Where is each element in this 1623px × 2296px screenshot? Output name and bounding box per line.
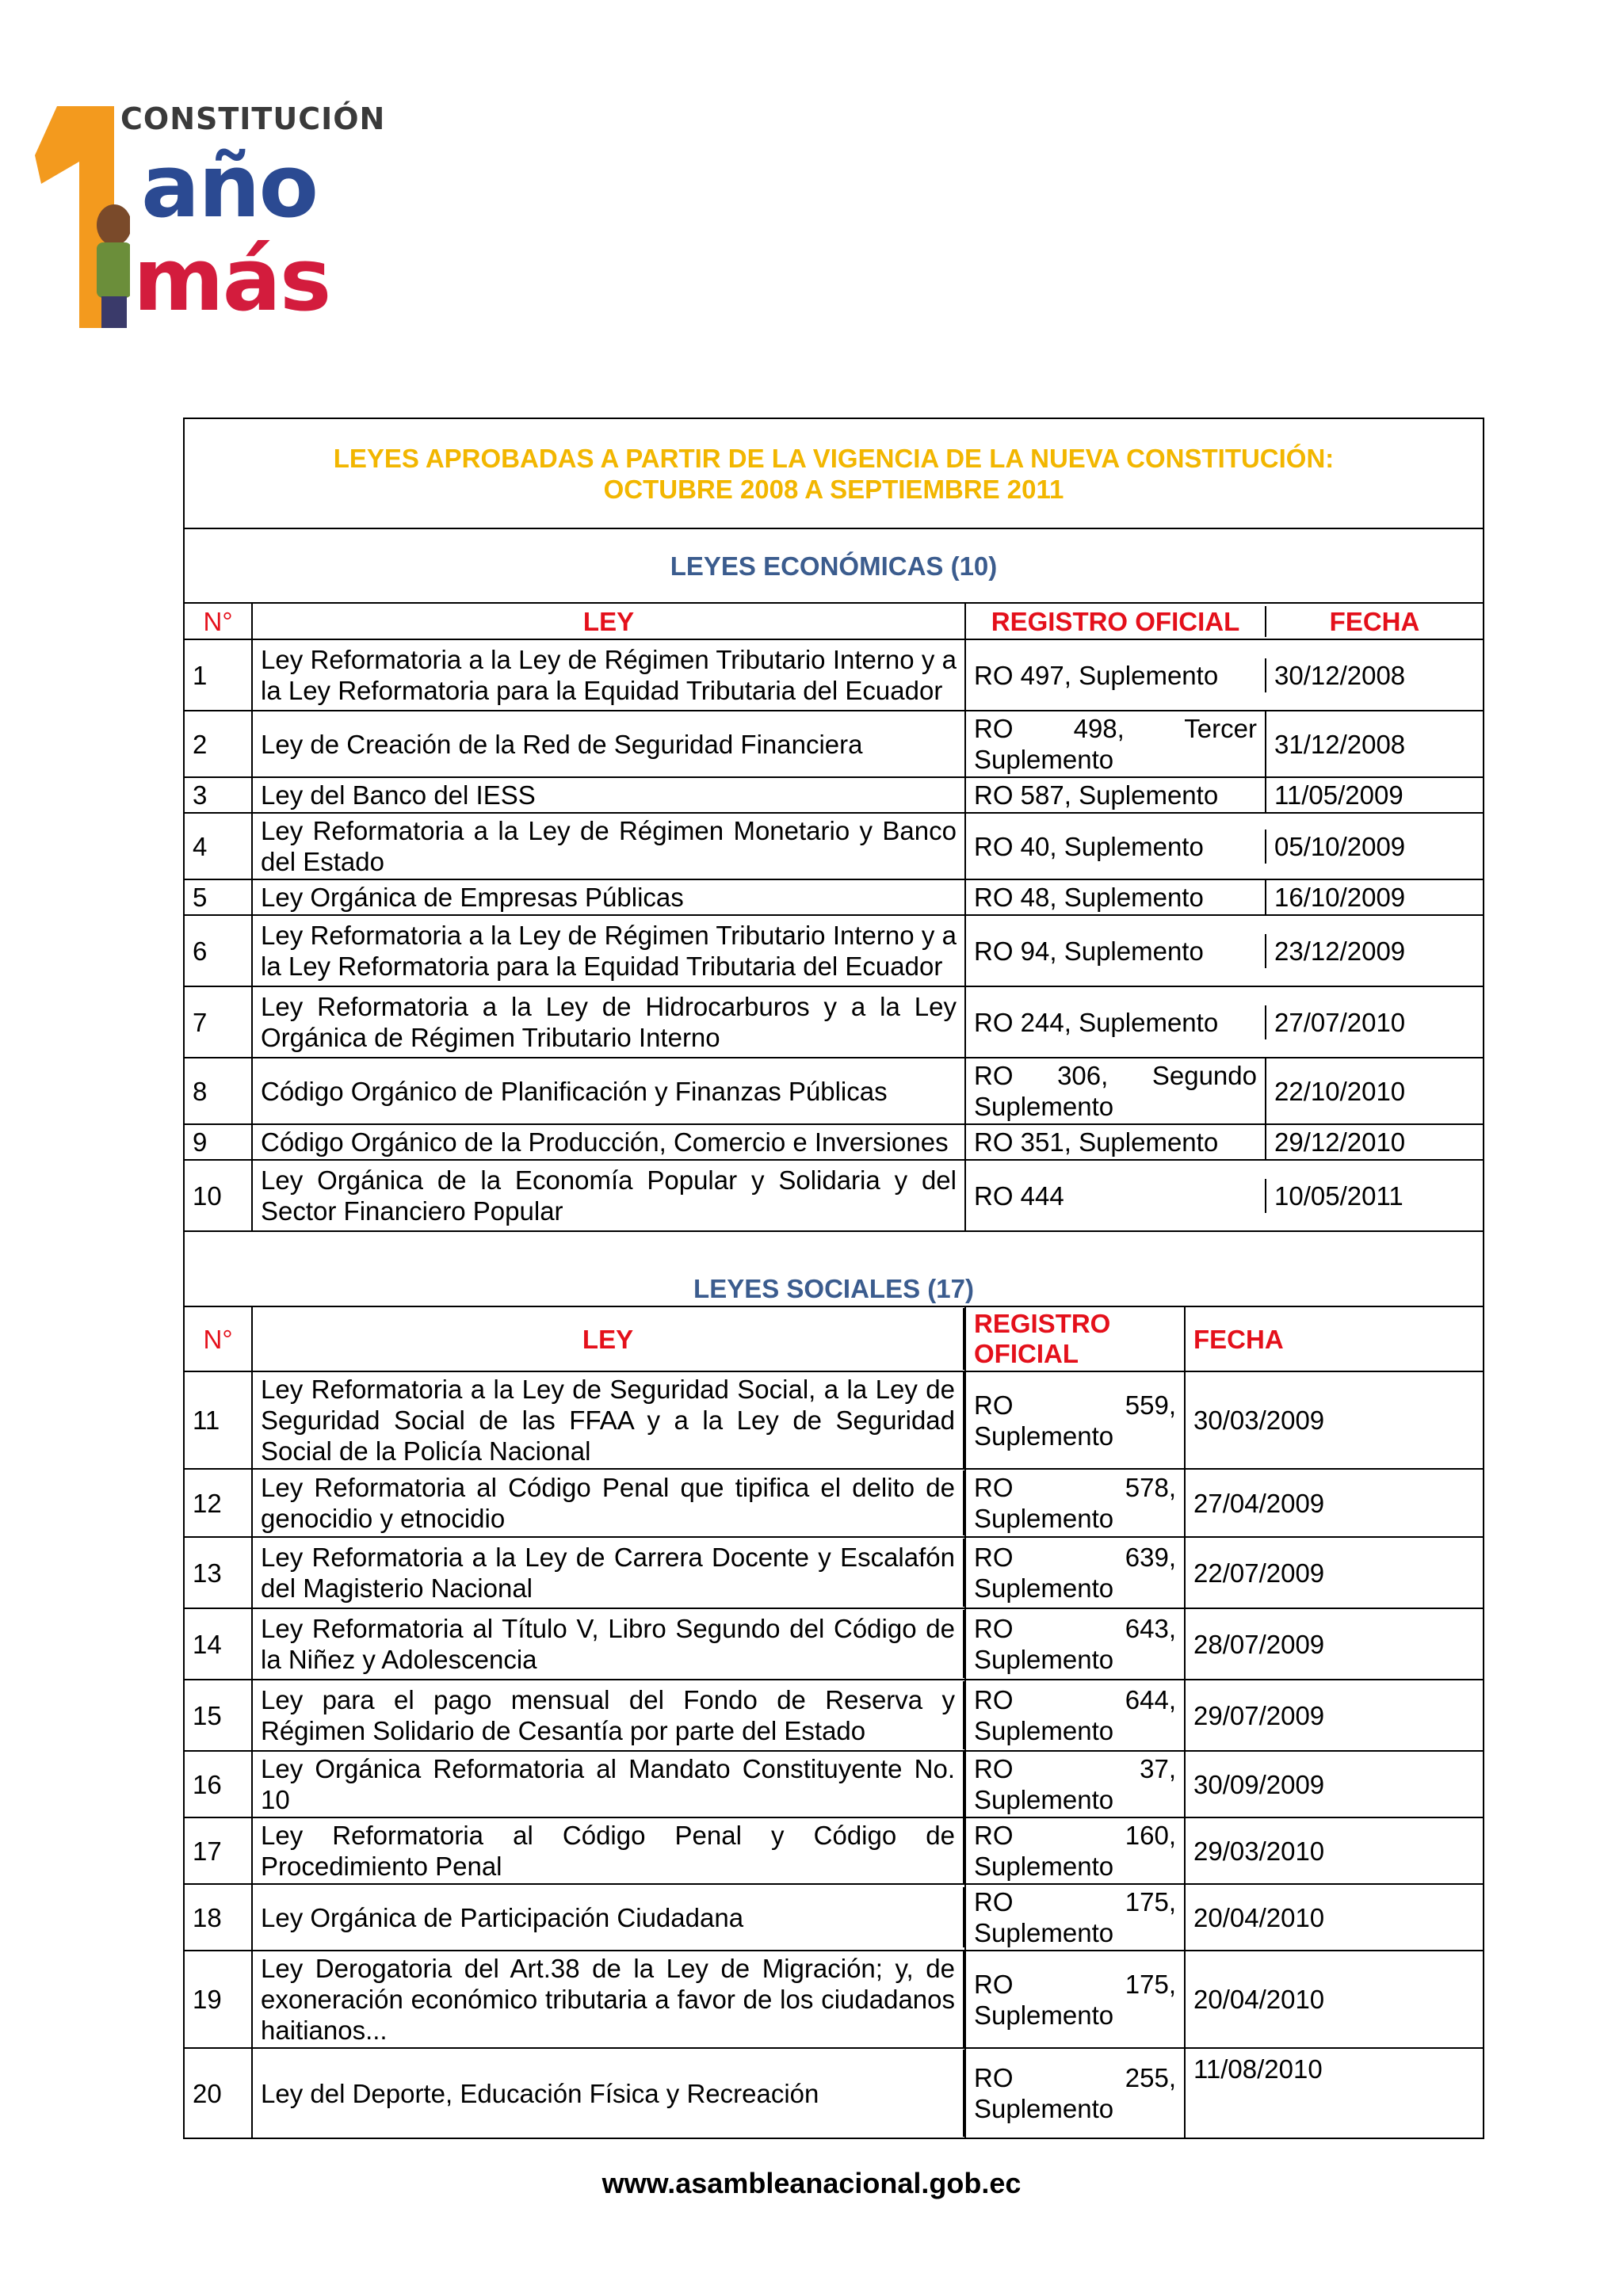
social-table-row: [184, 1751, 1484, 1817]
econ-table-row: [184, 777, 1484, 813]
row-fecha: 22/07/2009: [1185, 1537, 1484, 1608]
row-fecha: 29/03/2010: [1185, 1817, 1484, 1884]
econ-table-row: [184, 879, 1484, 915]
row-num: 15: [184, 1680, 252, 1751]
row-registro: RO 175, Suplemento: [965, 1884, 1185, 1951]
footer-url: www.asambleanacional.gob.ec: [601, 2167, 1022, 2199]
row-registro: RO 559, Suplemento: [965, 1371, 1185, 1469]
row-registro: RO 444: [966, 1179, 1266, 1213]
social-table-row: [184, 1680, 1484, 1751]
row-registro: RO 175, Suplemento: [965, 1951, 1185, 2048]
row-ley-cell: [252, 1680, 965, 1751]
econ-header-ley: LEY: [252, 603, 965, 639]
social-header-ley-reg: [252, 1306, 965, 1371]
row-fecha: 11/08/2010: [1185, 2048, 1484, 2138]
row-ley-cell: [252, 2048, 965, 2138]
row-fecha: 20/04/2010: [1185, 1884, 1484, 1951]
row-registro: RO 244, Suplemento: [966, 1005, 1266, 1039]
row-fecha: 30/09/2009: [1185, 1751, 1484, 1817]
row-registro: RO 497, Suplemento: [966, 658, 1266, 692]
social-header-fecha: FECHA: [1185, 1306, 1484, 1371]
row-fecha: 27/07/2010: [1274, 1007, 1406, 1037]
row-ley-cell: [252, 1751, 965, 1817]
econ-table-row: [184, 813, 1484, 879]
social-table-row: [184, 1371, 1484, 1469]
social-header-num: N°: [184, 1306, 252, 1371]
row-ley-cell: [252, 1951, 965, 2048]
logo-title: CONSTITUCIÓN: [120, 101, 386, 136]
row-ley: Ley Reformatoria a la Ley de Régimen Tributario Interno y a la Ley Reformatoria para la Equidad Tributaria del Ecuador: [252, 915, 965, 986]
row-ley: Ley del Banco del IESS: [252, 777, 965, 813]
row-registro: RO 643, Suplemento: [965, 1608, 1185, 1680]
row-fecha: 29/12/2010: [1274, 1127, 1406, 1157]
row-reg-fecha: [965, 1058, 1484, 1124]
econ-table-row: [184, 1124, 1484, 1160]
row-reg-fecha: [965, 777, 1484, 813]
row-ley: Ley Orgánica Reformatoria al Mandato Constituyente No. 10: [253, 1752, 964, 1817]
row-registro: RO 578, Suplemento: [965, 1469, 1185, 1537]
row-reg-fecha: [965, 711, 1484, 777]
social-table-row: [184, 1469, 1484, 1537]
row-ley-cell: [252, 1817, 965, 1884]
row-num: 19: [184, 1951, 252, 2048]
row-fecha: 23/12/2009: [1274, 936, 1406, 966]
econ-header-registro: REGISTRO OFICIAL: [966, 606, 1266, 637]
row-num: 16: [184, 1751, 252, 1817]
row-registro: RO 306, Segundo Suplemento: [966, 1058, 1266, 1123]
row-fecha: 10/05/2011: [1274, 1180, 1403, 1211]
row-num: 13: [184, 1537, 252, 1608]
row-ley-cell: [252, 1608, 965, 1680]
row-num: 20: [184, 2048, 252, 2138]
row-fecha: 28/07/2009: [1185, 1608, 1484, 1680]
social-table-row: [184, 1608, 1484, 1680]
row-num: 2: [184, 711, 252, 777]
row-num: 4: [184, 813, 252, 879]
social-header-ley: LEY: [253, 1308, 964, 1370]
row-num: 11: [184, 1371, 252, 1469]
title-line-2: OCTUBRE 2008 A SEPTIEMBRE 2011: [603, 474, 1064, 504]
row-fecha: 20/04/2010: [1185, 1951, 1484, 2048]
row-num: 17: [184, 1817, 252, 1884]
row-fecha: 31/12/2008: [1274, 729, 1406, 759]
row-reg-fecha: [965, 986, 1484, 1058]
row-reg-fecha: [965, 639, 1484, 711]
row-ley: Ley Reformatoria a la Ley de Hidrocarburos y a la Ley Orgánica de Régimen Tributario Interno: [252, 986, 965, 1058]
row-ley: Código Orgánico de la Producción, Comercio e Inversiones: [252, 1124, 965, 1160]
row-num: 9: [184, 1124, 252, 1160]
row-fecha: 16/10/2009: [1274, 883, 1406, 912]
row-registro: RO 639, Suplemento: [965, 1537, 1185, 1608]
econ-table-row: [184, 986, 1484, 1058]
row-ley: Ley Reformatoria al Código Penal y Código de Procedimiento Penal: [253, 1818, 964, 1883]
row-num: 18: [184, 1884, 252, 1951]
row-fecha: 29/07/2009: [1185, 1680, 1484, 1751]
row-ley-cell: [252, 1537, 965, 1608]
row-ley: Ley Orgánica de Empresas Públicas: [252, 879, 965, 915]
row-ley-cell: [252, 1371, 965, 1469]
econ-header-fecha: FECHA: [1329, 606, 1420, 636]
row-ley: Ley Orgánica de la Economía Popular y Solidaria y del Sector Financiero Popular: [252, 1160, 965, 1231]
row-ley: Ley Derogatoria del Art.38 de la Ley de Migración; y, de exoneración económico tributaria a favor de los ciudadanos haitianos...: [253, 1951, 964, 2047]
econ-table-row: [184, 1058, 1484, 1124]
logo-mas: más: [133, 229, 330, 330]
row-ley: Ley Reformatoria a la Ley de Seguridad Social, a la Ley de Seguridad Social de las FFAA y a la Ley de Seguridad Social de la Policía Nacional: [253, 1372, 964, 1468]
row-fecha: 22/10/2010: [1274, 1076, 1406, 1106]
row-fecha: 11/05/2009: [1274, 780, 1403, 810]
row-registro: RO 94, Suplemento: [966, 934, 1266, 968]
row-num: 3: [184, 777, 252, 813]
econ-table-row: [184, 711, 1484, 777]
row-registro: RO 351, Suplemento: [966, 1125, 1266, 1159]
social-table-row: [184, 1884, 1484, 1951]
econ-header-num: N°: [184, 603, 252, 639]
row-ley: Ley Reformatoria al Código Penal que tipifica el delito de genocidio y etnocidio: [253, 1470, 964, 1535]
table-title: [184, 418, 1484, 528]
row-fecha: 05/10/2009: [1274, 831, 1406, 861]
row-reg-fecha: [965, 1160, 1484, 1231]
row-registro: RO 48, Suplemento: [966, 880, 1266, 914]
row-num: 14: [184, 1608, 252, 1680]
row-ley-cell: [252, 1469, 965, 1537]
econ-table-row: [184, 1160, 1484, 1231]
row-reg-fecha: [965, 813, 1484, 879]
row-fecha: 27/04/2009: [1185, 1469, 1484, 1537]
row-registro: RO 160, Suplemento: [965, 1817, 1185, 1884]
row-ley: Ley del Deporte, Educación Física y Recreación: [253, 2050, 964, 2137]
row-reg-fecha: [965, 1124, 1484, 1160]
row-num: 5: [184, 879, 252, 915]
economic-heading: LEYES ECONÓMICAS (10): [184, 528, 1484, 603]
econ-header-reg-fecha: [965, 603, 1484, 639]
laws-table: [183, 418, 1484, 2139]
row-registro: RO 255, Suplemento: [965, 2048, 1185, 2138]
constitucion-logo: [32, 101, 386, 339]
social-heading: LEYES SOCIALES (17): [184, 1231, 1484, 1306]
number-one-figure-icon: [35, 106, 130, 328]
social-table-row: [184, 1951, 1484, 2048]
row-registro: RO 40, Suplemento: [966, 830, 1266, 864]
econ-table-row: [184, 915, 1484, 986]
row-ley: Ley Reformatoria al Título V, Libro Segundo del Código de la Niñez y Adolescencia: [253, 1610, 964, 1678]
social-header-registro: REGISTRO OFICIAL: [965, 1306, 1185, 1371]
row-num: 12: [184, 1469, 252, 1537]
row-ley: Ley Orgánica de Participación Ciudadana: [253, 1887, 964, 1947]
row-registro: RO 644, Suplemento: [965, 1680, 1185, 1751]
social-table-row: [184, 1817, 1484, 1884]
row-registro: RO 587, Suplemento: [966, 778, 1266, 812]
logo-ano: año: [141, 135, 318, 237]
row-ley: Ley para el pago mensual del Fondo de Reserva y Régimen Solidario de Cesantía por parte del Estado: [253, 1681, 964, 1749]
row-num: 6: [184, 915, 252, 986]
row-num: 8: [184, 1058, 252, 1124]
row-num: 10: [184, 1160, 252, 1231]
row-ley: Código Orgánico de Planificación y Finanzas Públicas: [252, 1058, 965, 1124]
row-fecha: 30/03/2009: [1185, 1371, 1484, 1469]
social-table-row: [184, 2048, 1484, 2138]
row-registro: RO 37, Suplemento: [965, 1751, 1185, 1817]
row-ley: Ley Reformatoria a la Ley de Carrera Docente y Escalafón del Magisterio Nacional: [253, 1539, 964, 1607]
row-ley: Ley Reformatoria a la Ley de Régimen Tributario Interno y a la Ley Reformatoria para la Equidad Tributaria del Ecuador: [252, 639, 965, 711]
row-ley: Ley Reformatoria a la Ley de Régimen Monetario y Banco del Estado: [252, 813, 965, 879]
row-ley: Ley de Creación de la Red de Seguridad Financiera: [252, 711, 965, 777]
row-fecha: 30/12/2008: [1274, 660, 1406, 690]
row-reg-fecha: [965, 879, 1484, 915]
econ-table-row: [184, 639, 1484, 711]
row-reg-fecha: [965, 915, 1484, 986]
row-num: 1: [184, 639, 252, 711]
row-ley-cell: [252, 1884, 965, 1951]
row-registro: RO 498, Tercer Suplemento: [966, 711, 1266, 776]
social-table-row: [184, 1537, 1484, 1608]
title-line-1: LEYES APROBADAS A PARTIR DE LA VIGENCIA DE LA NUEVA CONSTITUCIÓN:: [333, 443, 1335, 473]
row-num: 7: [184, 986, 252, 1058]
